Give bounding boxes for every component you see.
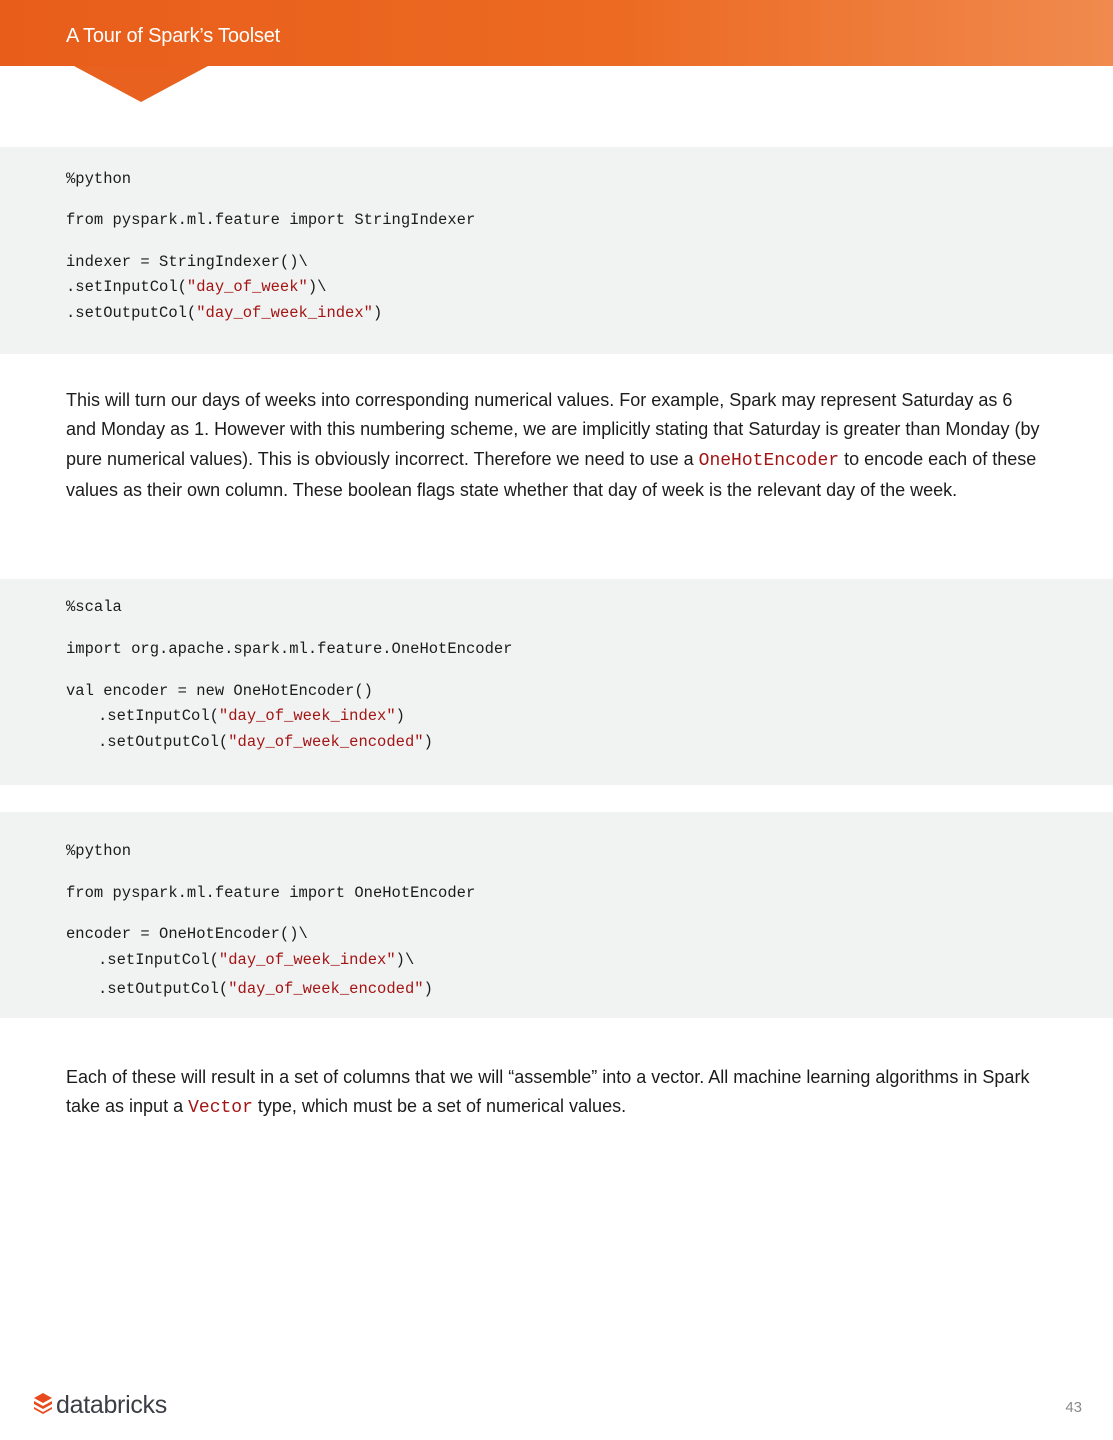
code-line-set-output: [98, 979, 433, 999]
header-title: A Tour of Spark’s Toolset: [66, 25, 281, 47]
code-magic: %python: [66, 170, 132, 188]
code-line-set-input: [98, 706, 405, 726]
code-string: "day_of_week_encoded": [228, 980, 424, 998]
code-method: .setOutputCol(: [98, 733, 229, 751]
code-close: ): [423, 733, 433, 751]
code-magic: %python: [66, 842, 132, 860]
code-block-python-string-indexer: [0, 147, 1113, 354]
code-close: )\: [395, 951, 415, 969]
code-string: "day_of_week_index": [196, 304, 373, 322]
code-line-set-input: [66, 277, 326, 297]
code-line-set-output: [98, 732, 433, 752]
code-line-encoder: val encoder = new OneHotEncoder(): [66, 682, 373, 700]
inline-code-vector: Vector: [188, 1098, 253, 1119]
body-paragraph-vector: [66, 1063, 1041, 1124]
code-method: .setInputCol(: [98, 707, 219, 725]
code-string: "day_of_week_index": [218, 951, 396, 969]
code-close: ): [423, 980, 433, 998]
logo-wordmark: databricks: [56, 1390, 167, 1419]
paragraph-text: This will turn our days of weeks into corresponding numerical values. For example, Spark may represent Saturday as 6 and Monday as 1. However with this numbering scheme, we are implicitly stating that Saturday is greater than Monday (by pure numerical values). This is obviously incorrect. Therefore we need to use a: [66, 390, 1040, 469]
code-method: .setInputCol(: [66, 278, 187, 296]
code-line-set-input: [98, 950, 414, 970]
code-close: )\: [307, 278, 327, 296]
code-method: .setOutputCol(: [66, 304, 197, 322]
code-line-set-output: [66, 303, 382, 323]
code-block-scala-onehot: [0, 579, 1113, 785]
code-magic: %scala: [66, 598, 122, 616]
code-close: ): [395, 707, 405, 725]
code-close: ): [372, 304, 383, 322]
code-import-line: import org.apache.spark.ml.feature.OneHotEncoder: [66, 640, 513, 658]
paragraph-text: to encode each of these values as their own column. These boolean flags state whether that day of week is the relevant day of the week.: [66, 448, 1037, 500]
code-string: "day_of_week_encoded": [228, 733, 424, 751]
header-band: [0, 0, 1113, 66]
code-import-line: from pyspark.ml.feature import StringIndexer: [66, 211, 476, 229]
paragraph-text: type, which must be a set of numerical values.: [252, 1096, 627, 1117]
databricks-logo: [33, 1390, 167, 1420]
code-import-line: from pyspark.ml.feature import OneHotEncoder: [66, 884, 476, 902]
databricks-stack-icon: [33, 1392, 53, 1419]
code-method: .setInputCol(: [98, 951, 219, 969]
page-number: 43: [1065, 1399, 1082, 1416]
code-line-indexer: indexer = StringIndexer()\: [66, 253, 308, 271]
body-paragraph-onehot: [66, 386, 1041, 505]
inline-code-onehotencoder: OneHotEncoder: [698, 450, 840, 471]
paragraph-text: Each of these will result in a set of columns that we will “assemble” into a vector. All machine learning algorithms in Spark take as input a: [66, 1067, 1030, 1117]
code-string: "day_of_week_index": [218, 707, 396, 725]
code-line-encoder: encoder = OneHotEncoder()\: [66, 925, 308, 943]
code-block-python-onehot: [0, 812, 1113, 1018]
code-method: .setOutputCol(: [98, 980, 229, 998]
code-string: "day_of_week": [186, 278, 308, 296]
header-notch: [74, 66, 208, 102]
